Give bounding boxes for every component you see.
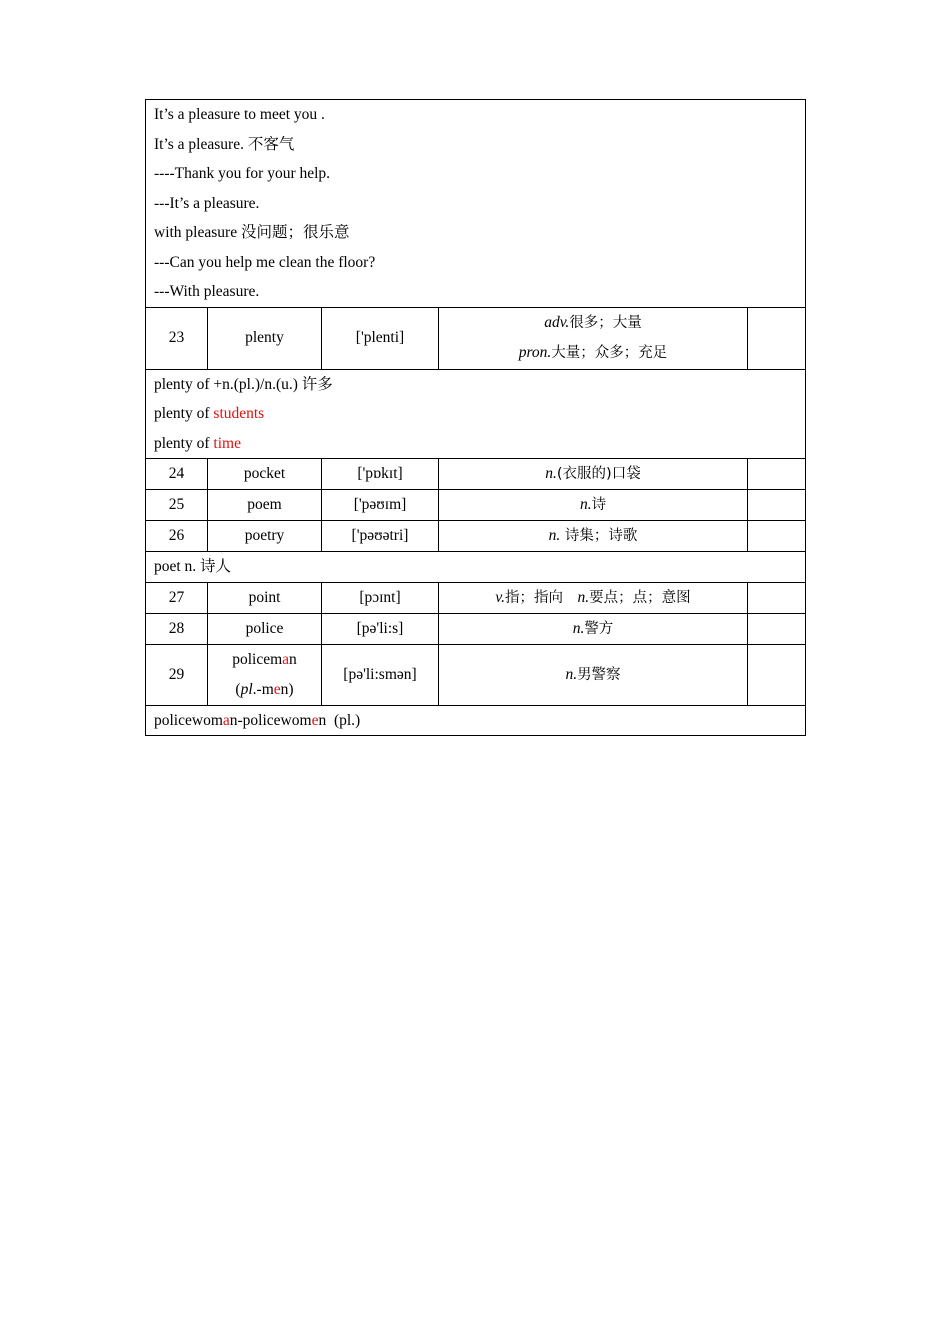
note-line: with pleasure 没问题；很乐意 [154,224,350,241]
entry-meaning [439,490,748,521]
meaning-text: 要点；点；意图 [589,589,691,606]
note-line [154,429,797,459]
word-row-24 [146,459,806,490]
highlighted-word: students [213,405,265,422]
entry-number: 23 [146,307,208,369]
part-of-speech: n. [579,496,592,513]
note-row-poet [146,552,806,583]
part-of-speech: n. [548,527,561,544]
note-cell [146,369,806,459]
note-cell [146,552,806,583]
entry-word: plenty [208,307,322,369]
entry-meaning [439,582,748,613]
entry-number: 26 [146,521,208,552]
word-part: n [289,650,297,668]
note-line: It’s a pleasure to meet you . [154,106,325,123]
entry-word: poem [208,490,322,521]
entry-blank [748,644,806,705]
word-row-23 [146,307,806,369]
entry-meaning [439,307,748,369]
entry-word: pocket [208,459,322,490]
note-row-policewoman [146,705,806,736]
highlighted-letter: e [273,680,281,698]
plural-abbrev: pl [240,680,253,698]
entry-blank [748,521,806,552]
vocabulary-table [145,99,806,736]
part-of-speech: n. [577,588,590,606]
entry-word: police [208,613,322,644]
entry-phonetic: [pə'li:s] [322,613,439,644]
entry-meaning [439,459,748,490]
entry-phonetic: [pə'li:smən] [322,644,439,705]
entry-blank [748,582,806,613]
word-row-25 [146,490,806,521]
note-line: ---Can you help me clean the floor? [154,253,376,271]
note-row-pleasure [146,100,806,308]
entry-blank [748,459,806,490]
part-of-speech: n. [565,665,578,683]
note-line: poet n. 诗人 [154,558,232,575]
word-row-26 [146,521,806,552]
note-row-plenty [146,369,806,459]
entry-word: point [208,582,322,613]
entry-meaning [439,613,748,644]
note-text: n (pl.) [318,711,361,729]
word-part: policem [232,650,283,668]
note-cell [146,705,806,736]
entry-meaning [439,521,748,552]
entry-phonetic: ['pɒkɪt] [322,459,439,490]
meaning-text: (衣服的)口袋 [556,466,641,482]
meaning-text: 男警察 [577,666,621,683]
highlighted-letter: a [222,711,230,729]
note-line: ---With pleasure. [154,283,260,300]
entry-number: 27 [146,582,208,613]
part-of-speech: n. [572,619,585,637]
meaning-text: 很多；大量 [569,315,642,331]
part-of-speech: pron. [518,344,552,361]
entry-word [208,644,322,705]
entry-phonetic: ['pəʊɪm] [322,490,439,521]
entry-number: 24 [146,459,208,490]
part-of-speech: n. [545,465,557,482]
note-line: ----Thank you for your help. [154,165,331,182]
part-of-speech: v. [495,588,505,606]
entry-number: 29 [146,644,208,705]
note-line: ---It’s a pleasure. [154,194,260,212]
note-text: n-policewom [229,711,312,729]
word-row-29 [146,644,806,705]
part-of-speech: adv. [544,314,570,331]
note-line [154,706,797,736]
entry-phonetic: [pɔɪnt] [322,582,439,613]
entry-phonetic: ['pəʊətri] [322,521,439,552]
meaning-text: 警方 [584,620,614,637]
highlighted-letter: e [311,711,319,729]
entry-number: 25 [146,490,208,521]
note-line: It’s a pleasure. 不客气 [154,135,295,153]
meaning-text: 指；指向 [504,589,578,606]
note-line [154,399,797,429]
entry-number: 28 [146,613,208,644]
note-text: policewom [154,711,223,729]
plural-part: n) [280,680,294,698]
note-text: plenty of [154,405,214,422]
word-row-28 [146,613,806,644]
entry-blank [748,307,806,369]
entry-blank [748,490,806,521]
highlighted-letter: a [282,650,290,668]
plural-part: .-m [252,680,274,698]
note-text: plenty of [154,434,214,452]
word-row-27 [146,582,806,613]
meaning-text: 大量；众多；充足 [551,345,668,361]
note-line: plenty of +n.(pl.)/n.(u.) 许多 [154,375,333,393]
entry-meaning [439,644,748,705]
meaning-text: 诗 [591,497,607,513]
entry-phonetic: ['plenti] [322,307,439,369]
entry-word: poetry [208,521,322,552]
meaning-text: 诗集；诗歌 [560,528,638,544]
plural-part: ( [235,680,241,698]
entry-blank [748,613,806,644]
highlighted-word: time [213,434,241,452]
note-cell [146,100,806,308]
